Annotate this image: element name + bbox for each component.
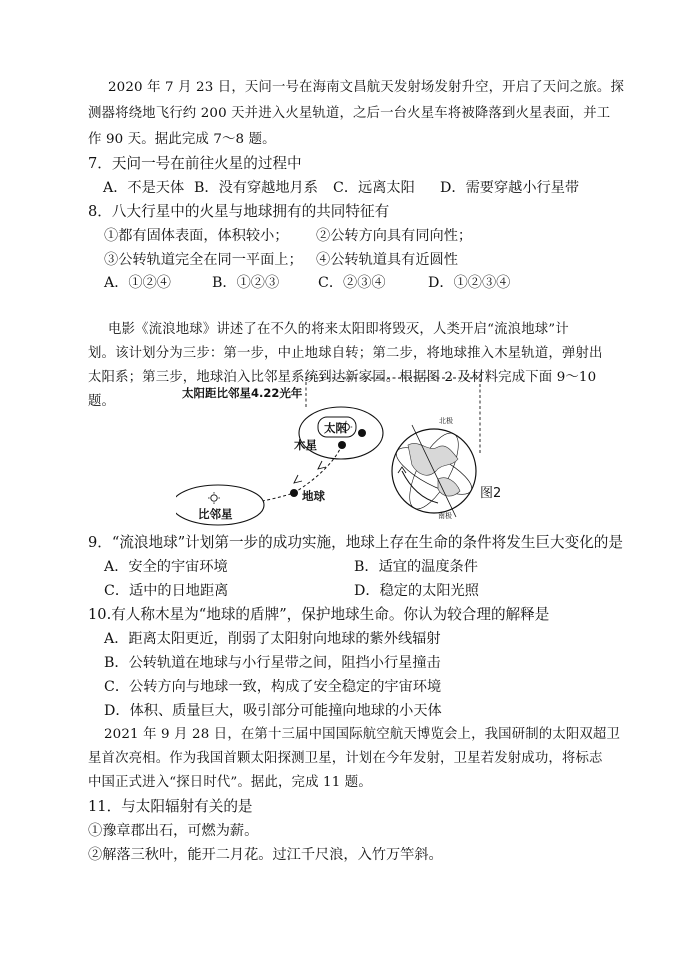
south-pole-label: 南极 xyxy=(438,512,452,520)
passage3-line-2: 星首次亮相。作为我国首颗太阳探测卫星，计划在今年发射，卫星若发射成功，将标志 xyxy=(88,751,603,766)
figure-distance-label: 太阳距比邻星4.22光年 xyxy=(182,386,303,400)
q11-item-1: ①豫章郡出石，可燃为薪。 xyxy=(88,823,259,839)
q7-option-b: B．没有穿越地月系 xyxy=(194,180,318,196)
sun-label: 太阳 xyxy=(324,421,347,435)
q11-stem: 11．与太阳辐射有关的是 xyxy=(88,798,253,815)
q8-option-b: B．①②③ xyxy=(212,275,280,291)
q10-option-b: B．公转轨道在地球与小行星带之间，阻挡小行星撞击 xyxy=(104,655,441,671)
q8-option-c: C．②③④ xyxy=(318,275,386,291)
q7-option-c: C．远离太阳 xyxy=(333,180,415,196)
globe-icon xyxy=(390,425,477,517)
q8-item-3: ③公转轨道完全在同一平面上； xyxy=(104,252,303,268)
q8-item-2: ②公转方向具有同向性； xyxy=(316,228,473,244)
q9-option-a: A．安全的宇宙环境 xyxy=(104,559,228,575)
north-pole-label: 北极 xyxy=(439,417,453,425)
passage3-line-3: 中国正式进入“探日时代”。据此，完成 11 题。 xyxy=(88,775,372,790)
q10-option-d: D．体积、质量巨大，吸引部分可能撞向地球的小天体 xyxy=(104,703,442,719)
q8-item-1: ①都有固体表面，体积较小； xyxy=(104,228,289,244)
passage2-line-1: 电影《流浪地球》讲述了在不久的将来太阳即将毁灭，人类开启“流浪地球”计 xyxy=(108,322,569,337)
figure-2-diagram xyxy=(176,375,516,535)
q10-option-c: C．公转方向与地球一致，构成了安全稳定的宇宙环境 xyxy=(104,679,442,695)
orbit-planet-dot xyxy=(358,429,366,437)
figure-caption: 图2 xyxy=(480,486,502,501)
passage1-line-2: 测器将绕地飞行约 200 天并进入火星轨道，之后一台火星车将被降落到火星表面，并工 xyxy=(88,106,611,121)
q7-stem: 7．天问一号在前往火星的过程中 xyxy=(88,155,302,172)
passage3-line-1: 2021 年 9 月 28 日，在第十三届中国国际航空航天博览会上，我国研制的太阳双超卫 xyxy=(104,727,621,742)
q9-option-b: B．适宜的温度条件 xyxy=(354,559,478,575)
passage1-line-3: 作 90 天。据此完成 7～8 题。 xyxy=(88,132,276,147)
q10-stem: 10.有人称木星为“地球的盾牌”，保护地球生命。你认为较合理的解释是 xyxy=(88,606,550,623)
q8-option-a: A．①②④ xyxy=(104,275,171,291)
trajectory-arrow-1 xyxy=(294,475,302,483)
passage2-line-4: 题。 xyxy=(88,394,116,409)
passage2-line-3: 太阳系；第三步，地球泊入比邻星系统到达新家园。根据图 2 及材料完成下面 9～10 xyxy=(88,370,597,385)
q8-stem: 8．八大行星中的火星与地球拥有的共同特征有 xyxy=(88,203,390,220)
q7-option-d: D．需要穿越小行星带 xyxy=(440,180,580,196)
q9-option-d: D．稳定的太阳光照 xyxy=(354,583,479,599)
earth-label: 地球 xyxy=(302,489,325,503)
proxima-label: 比邻星 xyxy=(198,507,233,521)
q10-option-a: A．距离太阳更近，削弱了太阳射向地球的紫外线辐射 xyxy=(104,631,441,647)
earth-dot xyxy=(290,489,298,497)
trajectory-arrow-2 xyxy=(318,461,326,469)
q8-item-4: ④公转轨道具有近圆性 xyxy=(316,252,458,268)
jupiter-label: 木星 xyxy=(294,438,317,452)
q11-item-2: ②解落三秋叶，能开二月花。过江千尺浪，入竹万竿斜。 xyxy=(88,847,443,863)
q7-option-a: A．不是天体 xyxy=(103,180,185,196)
q9-stem: 9．“流浪地球”计划第一步的成功实施，地球上存在生命的条件将发生巨大变化的是 xyxy=(88,534,623,551)
passage2-line-2: 划。该计划分为三步：第一步，中止地球自转；第二步，将地球推入木星轨道，弹射出 xyxy=(88,346,603,361)
q9-option-c: C．适中的日地距离 xyxy=(104,583,229,599)
q8-option-d: D．①②③④ xyxy=(428,275,511,291)
passage1-line-1: 2020 年 7 月 23 日，天问一号在海南文昌航天发射场发射升空，开启了天问之旅。探 xyxy=(108,80,625,95)
